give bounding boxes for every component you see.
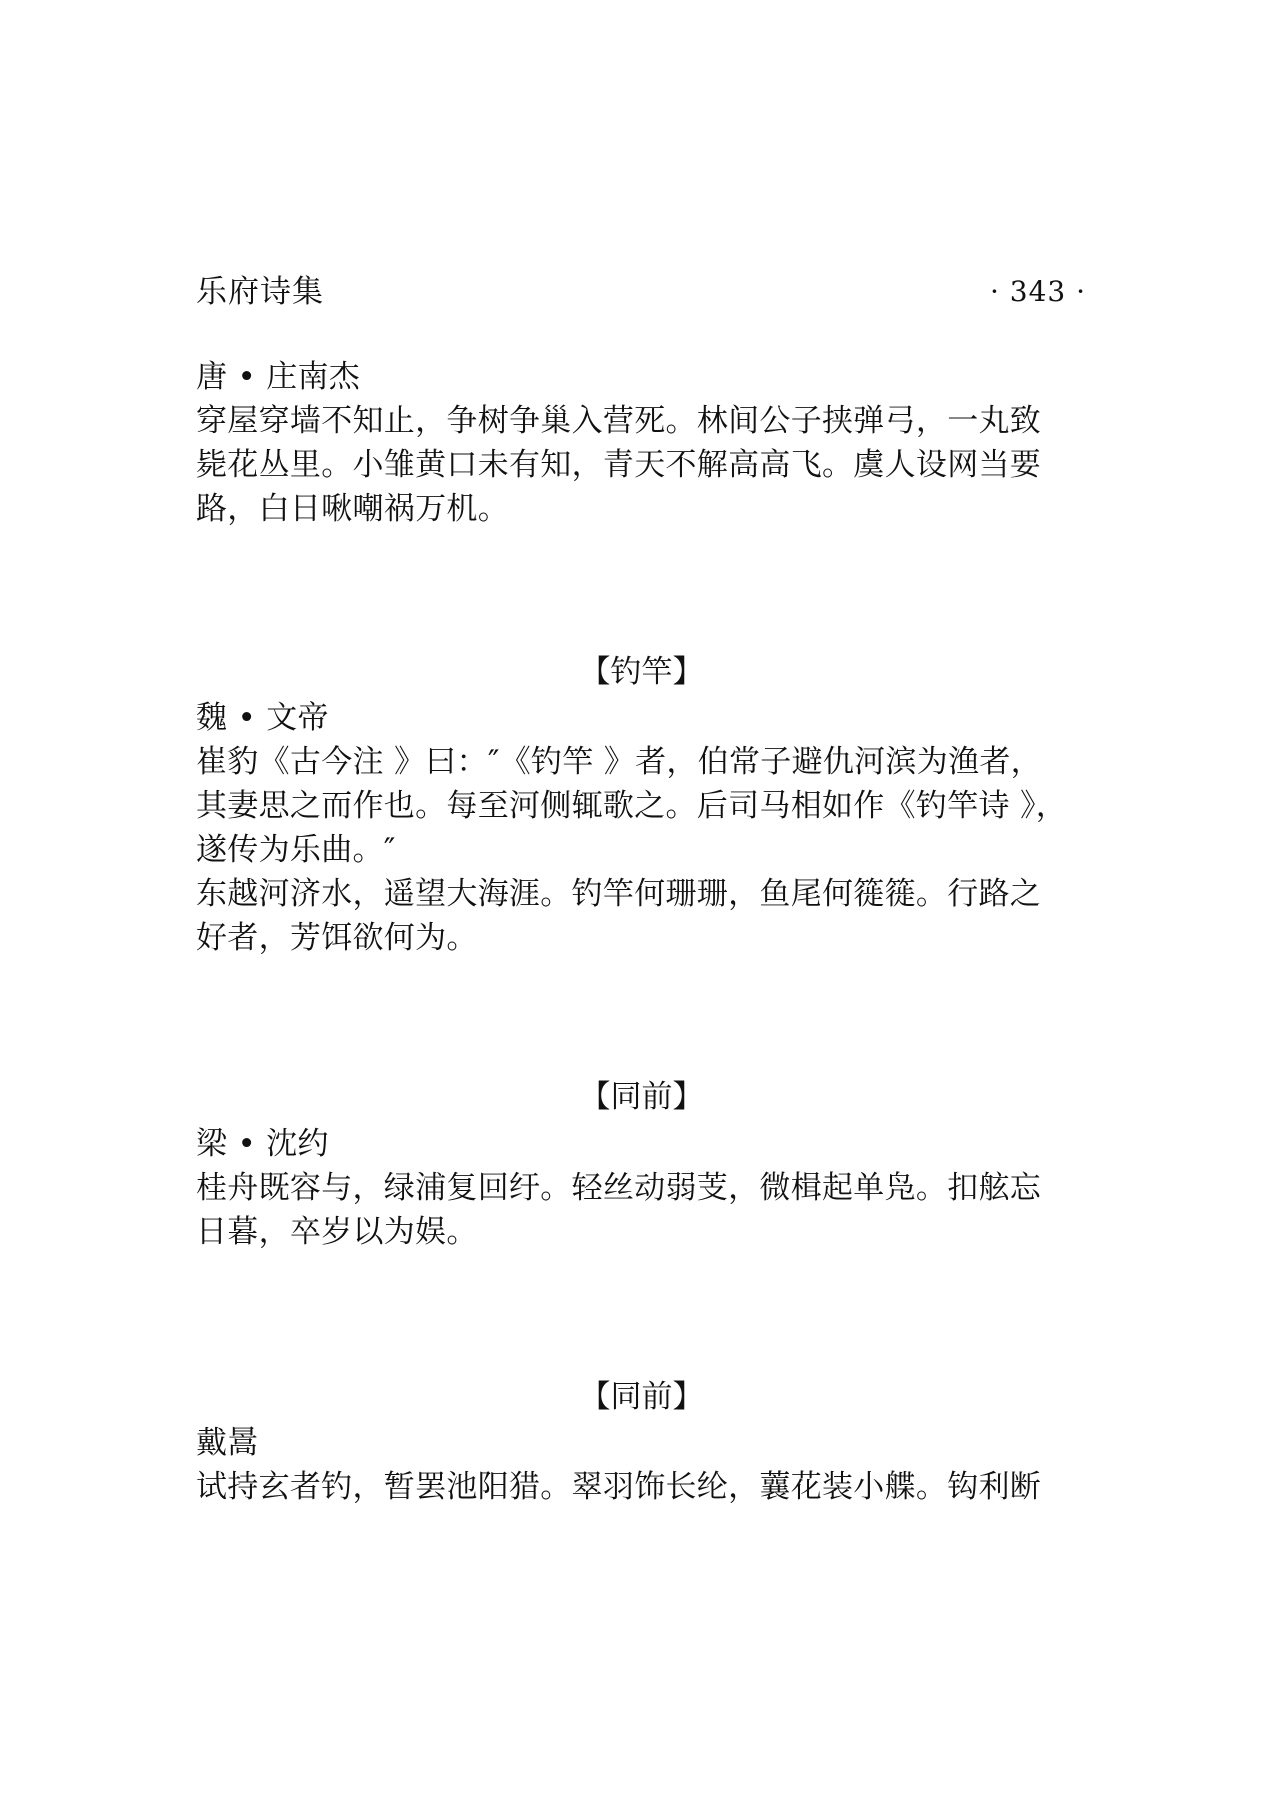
poem-line: 路，白日啾嘲祸万机。: [196, 491, 509, 527]
poem-author: 魏 • 文帝: [196, 700, 329, 736]
poem-line: 其妻思之而作也。每至河侧辄歌之。后司马相如作《钓竿诗 》，: [196, 788, 1068, 824]
poem-section: [196, 355, 1091, 531]
poem-line: 试持玄者钓，暂罢池阳猎。翠羽饰长纶，蘘花装小艓。钩利断: [196, 1469, 1042, 1505]
section-title: 【钓竿】: [579, 654, 704, 690]
poem-line: 穿屋穿墙不知止，争树争巢入营死。林间公子挟弹弓，一丸致: [196, 403, 1042, 439]
poem-line: 桂舟既容与，绿浦复回纡。轻丝动弱芰，微楫起单凫。扣舷忘: [196, 1170, 1042, 1206]
page-header: [196, 272, 1086, 312]
poem-author: 唐 • 庄南杰: [196, 359, 361, 395]
poem-line: 日暮，卒岁以为娱。: [196, 1214, 478, 1250]
poem-author: 戴暠: [196, 1425, 259, 1461]
page-number: · 343 ·: [989, 275, 1086, 308]
section-title: 【同前】: [579, 1079, 704, 1115]
poem-section: [196, 1122, 1091, 1254]
section-title: 【同前】: [579, 1379, 704, 1415]
poem-section: [196, 1421, 1091, 1509]
poem-author: 梁 • 沈约: [196, 1126, 329, 1162]
poem-line: 崔豹《古今注 》曰：″《钓竿 》者，伯常子避仇河滨为渔者，: [196, 744, 1042, 780]
poem-section: [196, 696, 1091, 960]
poem-line: 东越河济水，遥望大海涯。钓竿何珊珊，鱼尾何簁簁。行路之: [196, 876, 1042, 912]
poem-line: 遂传为乐曲。″: [196, 832, 396, 868]
book-title: 乐府诗集: [196, 274, 324, 310]
poem-line: 好者，芳饵欲何为。: [196, 920, 478, 956]
poem-line: 毙花丛里。小雏黄口未有知，青天不解高高飞。虞人设网当要: [196, 447, 1042, 483]
